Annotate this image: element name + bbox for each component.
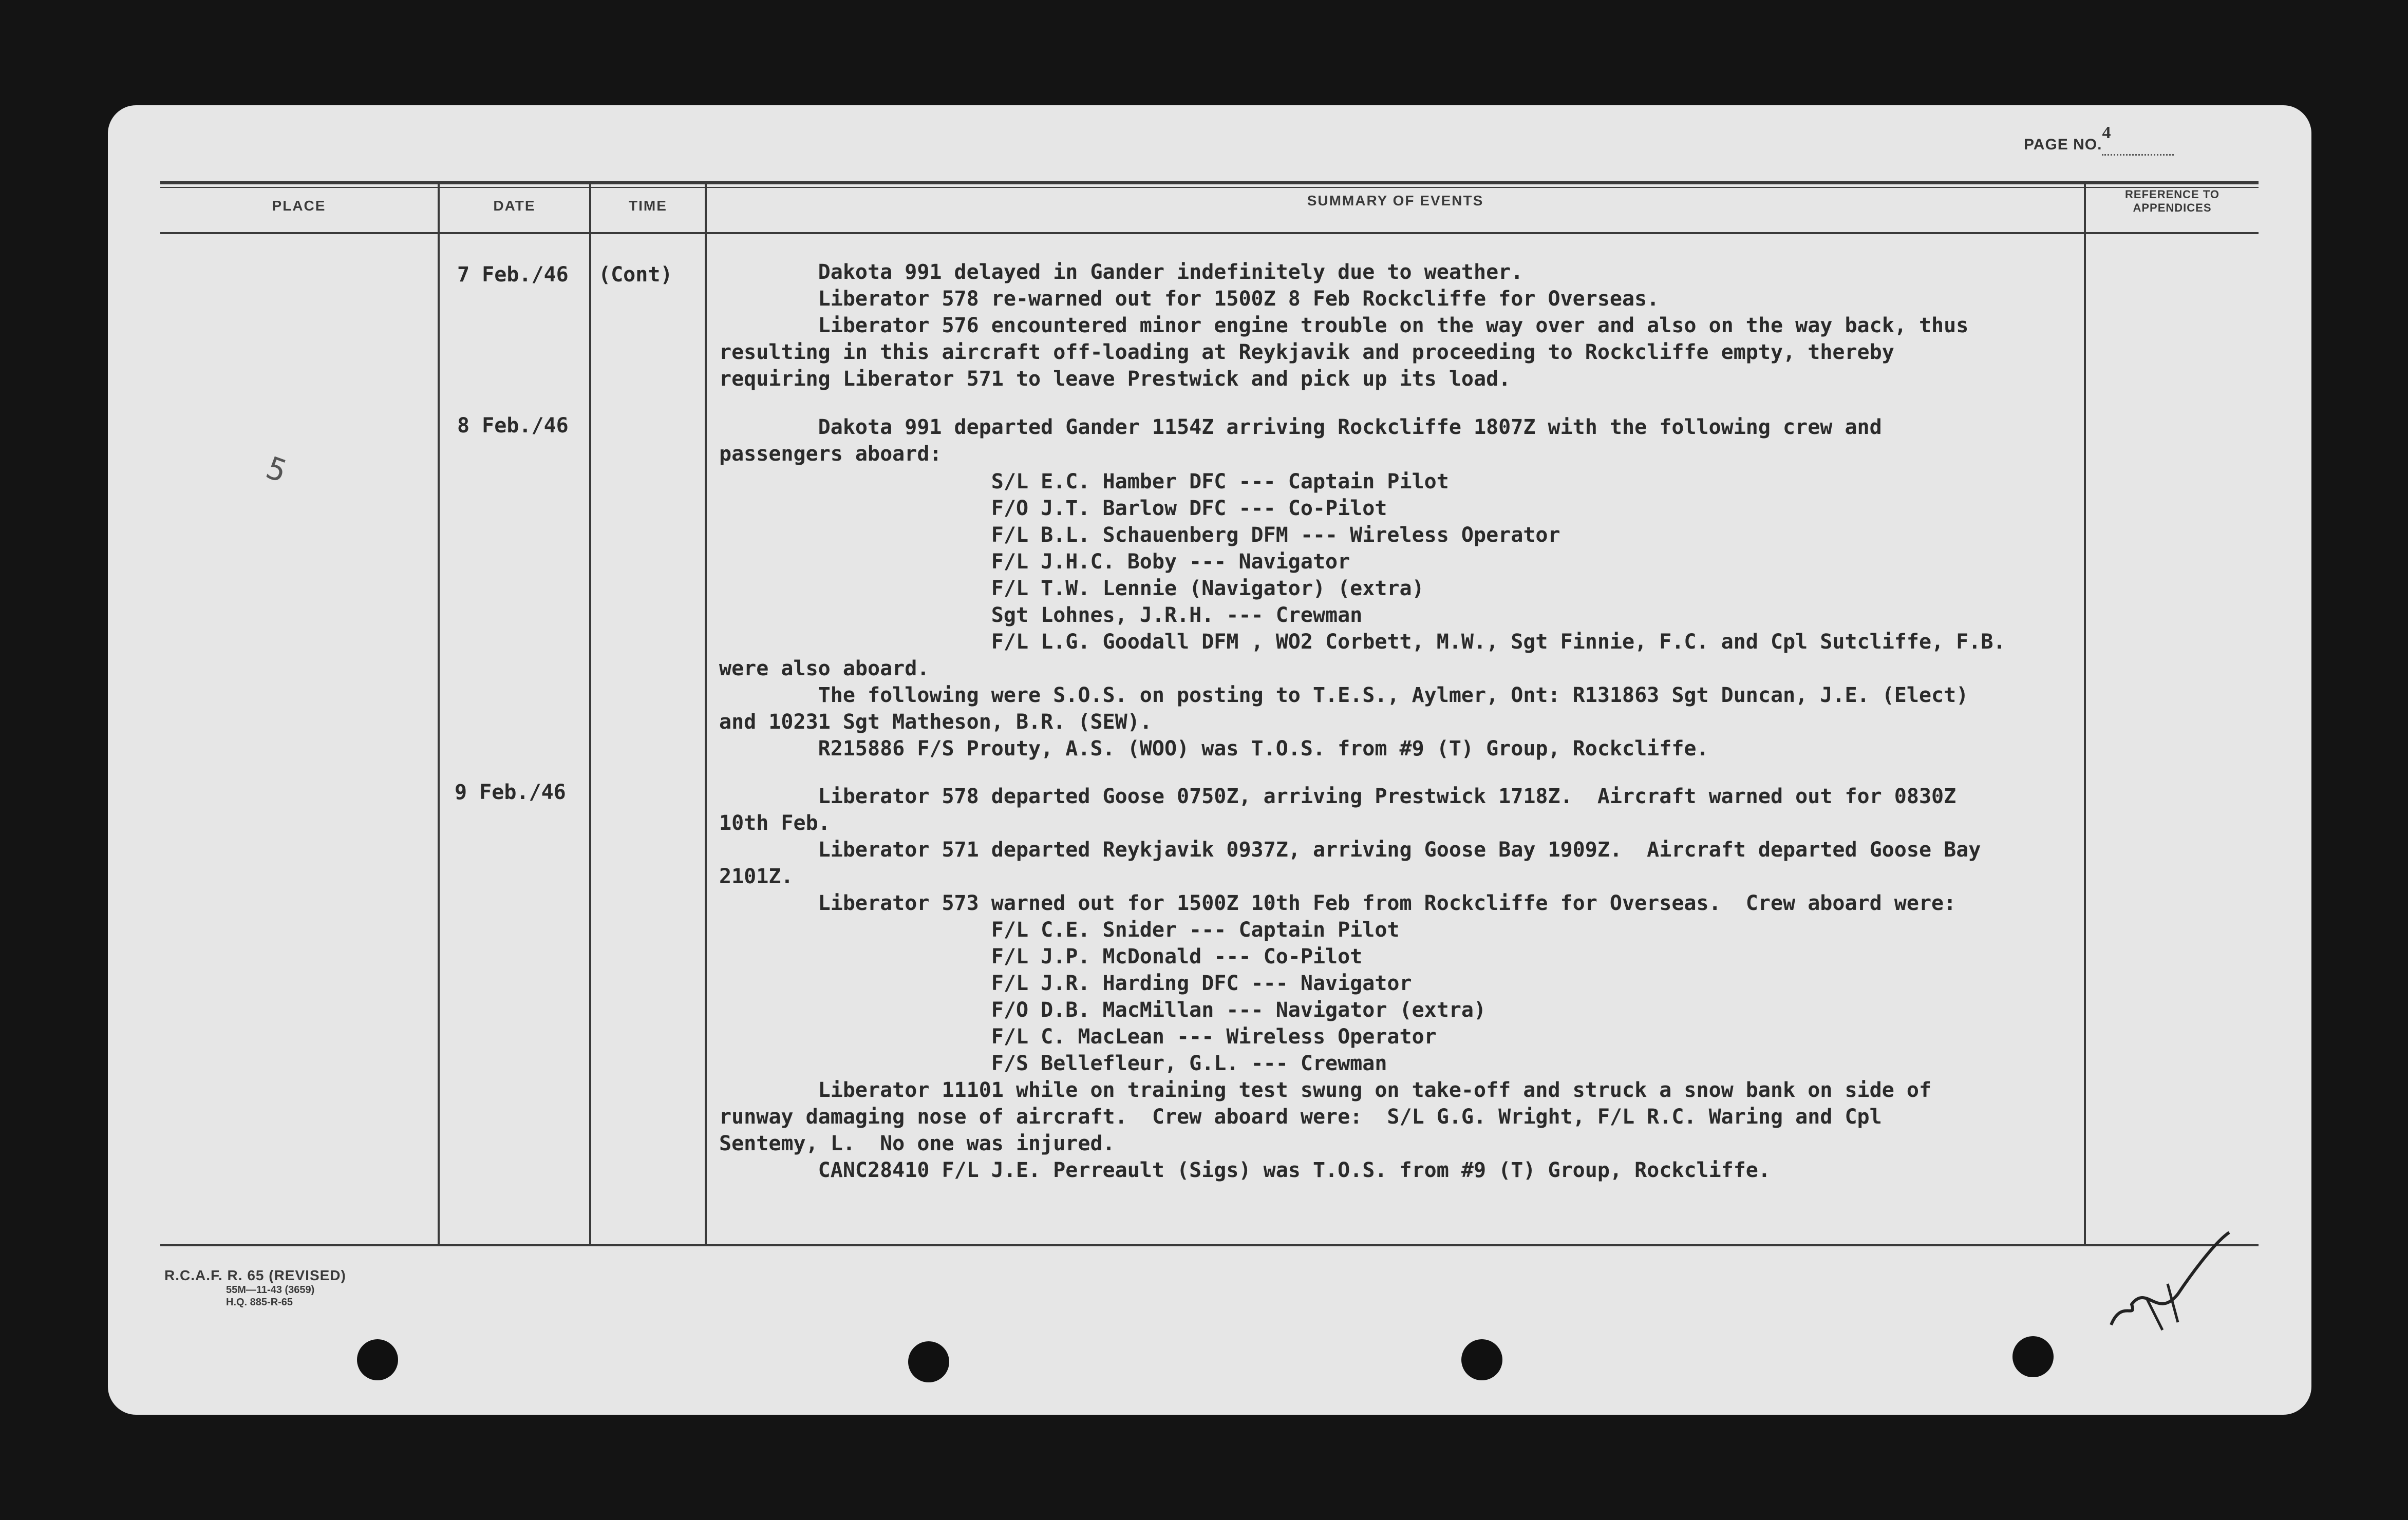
date-8-feb: 8 Feb./46 [457,414,569,438]
margin-note: 5 [261,449,292,490]
page-number-label: PAGE NO. [2024,136,2102,153]
summary-line: R215886 F/S Prouty, A.S. (WOO) was T.O.S. from #9 (T) Group, Rockcliffe. [719,737,1709,761]
form-title: R.C.A.F. R. 65 (REVISED) [164,1267,346,1283]
summary-line: passengers aboard: [719,442,942,466]
header-reference [2086,188,2259,215]
summary-line: F/L J.R. Harding DFC --- Navigator [719,972,1412,995]
table-bottom-rule [160,1244,2259,1246]
punch-hole-4 [2012,1336,2054,1377]
summary-line: Liberator 576 encountered minor engine trouble on the way over and also on the way back, thus [719,314,1969,337]
summary-line: F/S Bellefleur, G.L. --- Crewman [719,1052,1387,1075]
summary-line: Dakota 991 departed Gander 1154Z arriving Rockcliffe 1807Z with the following crew and [719,415,1882,439]
summary-line: CANC28410 F/L J.E. Perreault (Sigs) was T.O.S. from #9 (T) Group, Rockcliffe. [719,1158,1771,1182]
form-number [164,1267,346,1308]
form-line3: H.Q. 885-R-65 [226,1297,293,1308]
header-reference-line1: REFERENCE TO [2125,188,2219,201]
header-summary: SUMMARY OF EVENTS [1307,193,1484,208]
summary-line: F/O D.B. MacMillan --- Navigator (extra) [719,998,1487,1022]
punch-hole-2 [908,1341,949,1382]
summary-line: Liberator 11101 while on training test swung on take-off and struck a snow bank on side of [719,1078,1932,1102]
punch-hole-1 [357,1339,398,1380]
summary-line: The following were S.O.S. on posting to T.E.S., Aylmer, Ont: R131863 Sgt Duncan, J.E. (Elect) [719,683,1969,707]
header-time: TIME [629,198,667,214]
header-top-rule-2 [160,187,2259,188]
summary-line: F/L C.E. Snider --- Captain Pilot [719,918,1400,942]
page-number [2024,123,2174,156]
summary-line: F/L T.W. Lennie (Navigator) (extra) [719,577,1424,600]
column-divider-summary [2084,183,2086,1246]
time-cont: (Cont) [598,263,673,287]
column-divider-date [589,183,591,1246]
summary-line: requiring Liberator 571 to leave Prestwick and pick up its load. [719,367,1511,391]
header-date: DATE [493,198,536,214]
page-number-value: 4 [2102,123,2112,142]
summary-line: F/L J.P. McDonald --- Co-Pilot [719,945,1363,968]
summary-line: Sentemy, L. No one was injured. [719,1132,1115,1155]
summary-line: Sgt Lohnes, J.R.H. --- Crewman [719,603,1363,627]
summary-line: Liberator 573 warned out for 1500Z 10th Feb from Rockcliffe for Overseas. Crew aboard were: [719,891,1956,915]
summary-line: were also aboard. [719,657,930,680]
summary-line: Dakota 991 delayed in Gander indefinitely due to weather. [719,260,1523,284]
summary-line: F/L L.G. Goodall DFM , WO2 Corbett, M.W., Sgt Finnie, F.C. and Cpl Sutcliffe, F.B. [719,630,2006,654]
summary-line: F/L B.L. Schauenberg DFM --- Wireless Operator [719,523,1560,547]
header-bottom-rule [160,232,2259,234]
header-top-rule [160,181,2259,184]
column-divider-place [438,183,440,1246]
summary-line: Liberator 578 departed Goose 0750Z, arriving Prestwick 1718Z. Aircraft warned out for 0830Z [719,785,1956,808]
summary-line: F/L C. MacLean --- Wireless Operator [719,1025,1437,1049]
summary-line: 2101Z. [719,865,794,888]
header-reference-line2: APPENDICES [2133,201,2212,214]
punch-hole-3 [1461,1339,1502,1380]
summary-line: 10th Feb. [719,811,831,835]
date-9-feb: 9 Feb./46 [455,781,566,804]
summary-line: Liberator 571 departed Reykjavik 0937Z, arriving Goose Bay 1909Z. Aircraft departed Goose Bay [719,838,1981,862]
form-line2: 55M—11-43 (3659) [226,1284,315,1296]
summary-line: resulting in this aircraft off-loading at Reykjavik and proceeding to Rockcliffe empty, thereby [719,340,1894,364]
summary-line: F/O J.T. Barlow DFC --- Co-Pilot [719,497,1387,520]
signature-mark [2101,1222,2234,1345]
summary-line: Liberator 578 re-warned out for 1500Z 8 Feb Rockcliffe for Overseas. [719,287,1660,311]
summary-line: S/L E.C. Hamber DFC --- Captain Pilot [719,470,1449,493]
date-7-feb: 7 Feb./46 [457,263,569,287]
summary-line: runway damaging nose of aircraft. Crew aboard were: S/L G.G. Wright, F/L R.C. Waring and Cpl [719,1105,1882,1129]
column-divider-time [705,183,707,1246]
header-place: PLACE [272,198,326,214]
summary-line: and 10231 Sgt Matheson, B.R. (SEW). [719,710,1152,734]
summary-line: F/L J.H.C. Boby --- Navigator [719,550,1350,574]
